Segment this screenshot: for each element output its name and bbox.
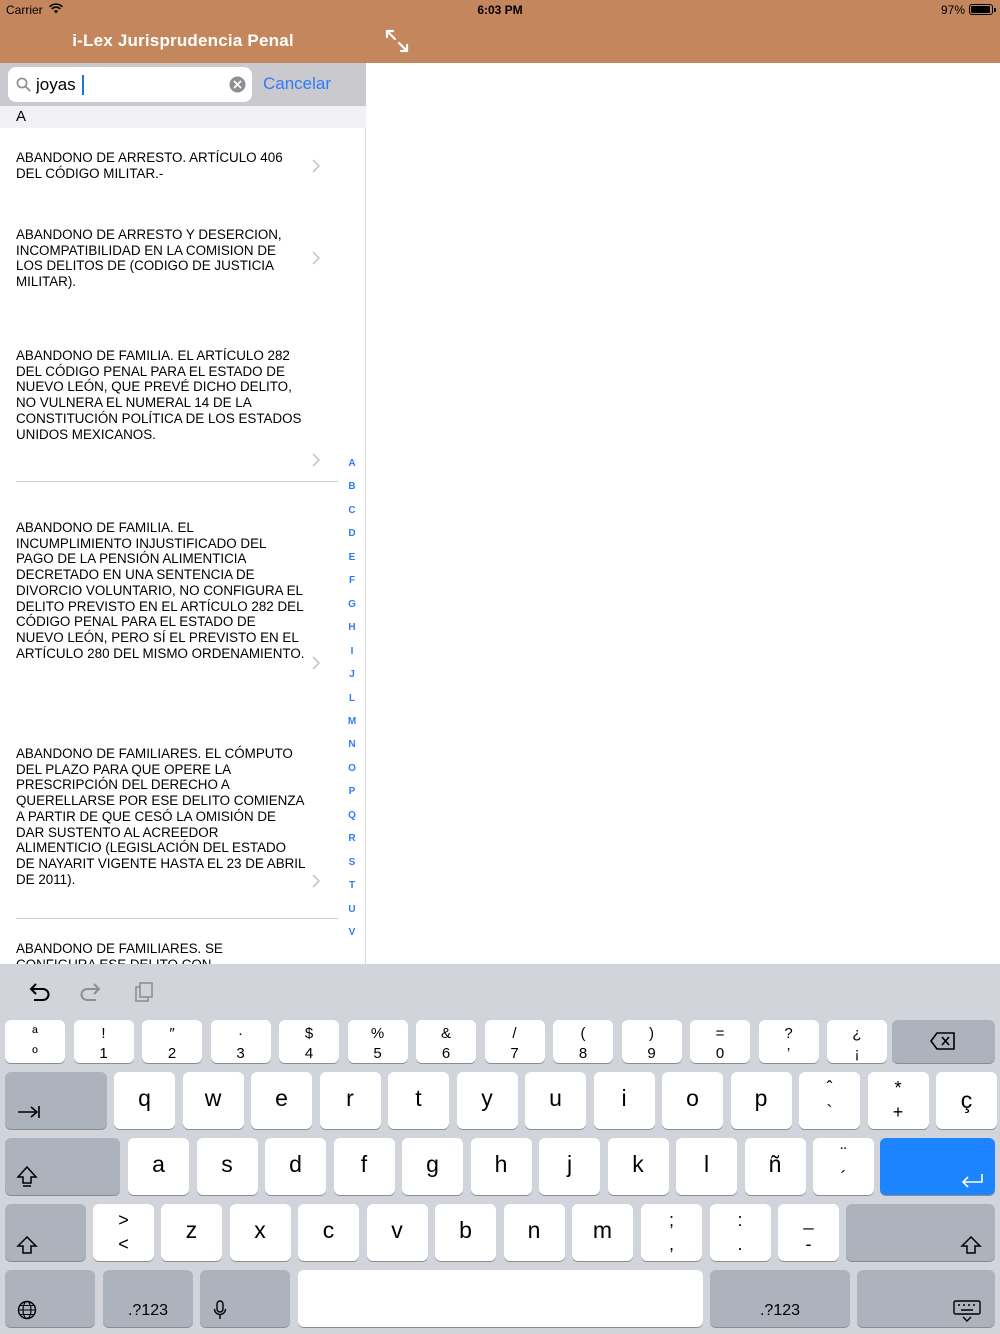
hide-keyboard-icon (953, 1300, 981, 1322)
index-letter-f[interactable]: F (348, 575, 356, 587)
index-letter-o[interactable]: O (348, 762, 356, 774)
key-symbol-bottom: - (805, 1234, 812, 1254)
key-p[interactable] (731, 1072, 792, 1129)
key-t[interactable] (388, 1072, 449, 1129)
shift-key-left[interactable] (5, 1204, 86, 1261)
key-label: j (566, 1151, 573, 1177)
redo-icon[interactable] (78, 980, 104, 1004)
key-r[interactable] (320, 1072, 381, 1129)
space-bar[interactable] (298, 1270, 703, 1327)
index-letter-d[interactable]: D (348, 528, 356, 540)
key-symbol: ! (101, 1025, 106, 1042)
key-number: ’ (786, 1045, 791, 1062)
key-4[interactable] (279, 1020, 339, 1063)
key-label: t (415, 1085, 422, 1111)
key-b[interactable] (435, 1204, 496, 1261)
index-letter-e[interactable]: E (348, 551, 356, 563)
key-label: g (426, 1151, 439, 1177)
key-label: ñ (768, 1151, 782, 1177)
index-letter-j[interactable]: J (349, 669, 355, 681)
list-item[interactable] (0, 128, 338, 218)
key-’[interactable] (759, 1020, 819, 1063)
index-letter-v[interactable]: V (348, 927, 356, 938)
index-letter-r[interactable]: R (348, 833, 356, 845)
index-letter-u[interactable]: U (348, 903, 356, 915)
key-h[interactable] (471, 1138, 532, 1195)
key-symbol[interactable] (93, 1204, 154, 1261)
key-k[interactable] (608, 1138, 669, 1195)
key-label: m (592, 1217, 613, 1243)
key-ñ[interactable] (745, 1138, 806, 1195)
key-label: b (459, 1217, 472, 1243)
key-5[interactable] (348, 1020, 408, 1063)
key-n[interactable] (504, 1204, 565, 1261)
key-a[interactable] (128, 1138, 189, 1195)
key-v[interactable] (367, 1204, 428, 1261)
key-label: k (632, 1151, 644, 1177)
numbers-key-right[interactable] (710, 1270, 850, 1327)
list-item-title: ABANDONO DE FAMILIA. EL INCUMPLIMIENTO INJUSTIFICADO DEL PAGO DE LA PENSIÓN ALIMENTICIA DECRETADO EN UNA SENTENCIA DE DIVORCIO VOLUNTARIO, NO CONFIGURA EL DELITO PREVISTO EN EL ARTÍCULO 282 DEL CÓDIGO PENAL PARA EL ESTADO DE NUEVO LEÓN, PERO SÍ EL PREVISTO EN EL ARTÍCULO 280 DEL MISMO ORDENAMIENTO. (16, 520, 305, 661)
key-symbol-bottom: . (737, 1234, 743, 1254)
chevron-right-icon (312, 159, 320, 173)
key-3[interactable] (211, 1020, 271, 1063)
key-number: 8 (578, 1045, 588, 1062)
index-letter-p[interactable]: P (348, 786, 356, 798)
index-letter-n[interactable]: N (348, 739, 356, 751)
index-letter-i[interactable]: I (350, 645, 354, 657)
index-letter-a[interactable]: A (348, 458, 356, 469)
key-label: r (346, 1085, 354, 1111)
tab-icon (17, 1105, 41, 1119)
key-label: x (254, 1217, 266, 1243)
key-j[interactable] (539, 1138, 600, 1195)
key-symbol: $ (304, 1025, 314, 1042)
key-g[interactable] (402, 1138, 463, 1195)
key-z[interactable] (161, 1204, 222, 1261)
index-letter-m[interactable]: M (347, 715, 357, 727)
app-title: i-Lex Jurisprudencia Penal (72, 31, 294, 50)
globe-key[interactable] (5, 1270, 95, 1327)
index-letter-h[interactable]: H (348, 622, 356, 634)
chevron-right-icon (312, 874, 320, 888)
key-9[interactable] (622, 1020, 682, 1063)
key-number: 5 (373, 1045, 382, 1062)
return-key[interactable] (880, 1138, 995, 1195)
key-number: 9 (647, 1045, 656, 1062)
key-number: 7 (510, 1045, 519, 1062)
carrier-label: Carrier (6, 3, 43, 17)
key-w[interactable] (183, 1072, 244, 1129)
list-item[interactable] (0, 338, 338, 498)
key-symbol-bottom: < (118, 1234, 129, 1254)
key-symbol[interactable] (868, 1072, 929, 1129)
search-bar (0, 63, 366, 106)
master-panel (0, 63, 366, 964)
key-label: w (204, 1085, 222, 1111)
key-label: q (138, 1085, 151, 1111)
list-item[interactable] (0, 482, 338, 707)
key-symbol[interactable] (710, 1204, 771, 1261)
expand-arrows-icon[interactable] (384, 28, 410, 54)
key-number: 0 (715, 1045, 725, 1062)
chevron-right-icon (312, 453, 320, 467)
key-label: z (185, 1217, 198, 1243)
key-label: c (322, 1217, 335, 1243)
key-c[interactable] (298, 1204, 359, 1261)
shift-icon (961, 1236, 981, 1254)
index-letter-c[interactable]: C (348, 504, 356, 516)
key-symbol-bottom: , (668, 1234, 674, 1254)
key-symbol: ) (649, 1025, 654, 1042)
key-1[interactable] (74, 1020, 134, 1063)
chevron-right-icon (312, 251, 320, 265)
key-label: .?123 (127, 1302, 169, 1319)
key-label: p (754, 1085, 768, 1111)
key-symbol: ¿ (852, 1025, 862, 1042)
key-2[interactable] (142, 1020, 202, 1063)
key-0[interactable] (690, 1020, 750, 1063)
clear-search-icon[interactable] (229, 76, 246, 93)
key-symbol-top: ; (668, 1210, 674, 1230)
key-symbol-top: * (894, 1078, 902, 1098)
key-symbol-bottom: ç (960, 1087, 973, 1113)
key-symbol[interactable] (641, 1204, 702, 1261)
dictation-key[interactable] (200, 1270, 290, 1327)
key-symbol[interactable] (813, 1138, 874, 1195)
battery-percentage: 97% (941, 3, 966, 17)
key-label: a (152, 1151, 165, 1177)
key-e[interactable] (251, 1072, 312, 1129)
chevron-right-icon (312, 656, 320, 670)
key-number: 6 (441, 1045, 451, 1062)
key-label: u (549, 1085, 562, 1111)
key-number: 4 (304, 1045, 314, 1062)
microphone-icon (213, 1300, 227, 1320)
key-y[interactable] (457, 1072, 518, 1129)
key-symbol: · (238, 1025, 243, 1042)
return-icon (960, 1173, 984, 1189)
key-q[interactable] (114, 1072, 175, 1129)
undo-icon[interactable] (26, 980, 52, 1004)
caps-lock-key[interactable] (5, 1138, 120, 1195)
key-symbol: = (715, 1025, 725, 1042)
key-symbol: ″ (169, 1025, 175, 1042)
list-item-title: ABANDONO DE FAMILIARES. EL CÓMPUTO DEL PLAZO PARA QUE OPERE LA PRESCRIPCIÓN DEL DERECHO A QUERELLARSE POR ESE DELITO COMIENZA A PARTIR DE QUE CESÓ LA OMISIÓN DE DAR SUSTENTO AL ACREEDOR ALIMENTICIO (LEGISLACIÓN DEL ESTADO DE NAYARIT VIGENTE HASTA EL 23 DE ABRIL DE 2011). (16, 746, 305, 887)
list-item[interactable] (0, 218, 338, 338)
navigation-bar (0, 0, 1000, 63)
key-symbol: ( (580, 1025, 586, 1042)
key-l[interactable] (676, 1138, 737, 1195)
key-symbol-bottom: + (892, 1102, 904, 1122)
key-s[interactable] (197, 1138, 258, 1195)
key-f[interactable] (334, 1138, 395, 1195)
index-letter-q[interactable]: Q (348, 809, 356, 821)
key-d[interactable] (265, 1138, 326, 1195)
globe-icon (17, 1300, 37, 1320)
list-item-title: ABANDONO DE ARRESTO Y DESERCION, INCOMPATIBILIDAD EN LA COMISION DE LOS DELITOS DE (CODIGO DE JUSTICIA MILITAR). (16, 227, 282, 290)
key-label: d (289, 1151, 302, 1177)
hide-keyboard-key[interactable] (857, 1270, 995, 1327)
key-label: y (481, 1085, 493, 1111)
key-symbol[interactable] (799, 1072, 860, 1129)
list-item-title: ABANDONO DE FAMILIA. EL ARTÍCULO 282 DEL CÓDIGO PENAL PARA EL ESTADO DE NUEVO LEÓN, QUE PREVÉ DICHO DELITO, NO VULNERA EL NUMERAL 14 DE LA CONSTITUCIÓN POLÍTICA DE LOS ESTADOS UNIDOS MEXICANOS. (16, 348, 302, 442)
index-letter-s[interactable]: S (348, 856, 356, 868)
text-cursor (82, 75, 84, 95)
key-symbol-top: ¨ (840, 1144, 847, 1164)
delete-icon (930, 1032, 956, 1050)
key-i[interactable] (594, 1072, 655, 1129)
key-label: e (275, 1085, 288, 1111)
key-symbol-top: : (737, 1210, 743, 1230)
key-label: i (621, 1085, 627, 1111)
tab-key[interactable] (5, 1072, 107, 1129)
key-symbol-bottom: ´ (840, 1168, 847, 1188)
index-letter-g[interactable]: G (348, 598, 356, 610)
battery-icon (969, 4, 993, 15)
cancel-button[interactable]: Cancelar (263, 74, 332, 93)
key-number: 2 (167, 1045, 177, 1062)
search-field[interactable] (8, 67, 252, 102)
key-label: h (494, 1151, 508, 1177)
key-symbol: ? (784, 1025, 793, 1042)
index-letter-b[interactable]: B (348, 481, 356, 493)
numbers-key-left[interactable] (103, 1270, 193, 1327)
index-letter-l[interactable]: L (348, 692, 356, 704)
key-symbol[interactable] (778, 1204, 839, 1261)
key-u[interactable] (525, 1072, 586, 1129)
status-time: 6:03 PM (477, 3, 523, 17)
key-number: º (32, 1045, 38, 1062)
search-icon (16, 77, 31, 92)
key-symbol[interactable] (936, 1072, 997, 1129)
key-symbol-top: ˆ (826, 1078, 833, 1098)
list-item[interactable] (0, 707, 338, 917)
key-m[interactable] (572, 1204, 633, 1261)
key-label: .?123 (759, 1302, 801, 1319)
key-symbol: & (440, 1025, 451, 1042)
key-symbol: / (512, 1025, 517, 1042)
key-x[interactable] (230, 1204, 291, 1261)
key-number: 1 (99, 1045, 108, 1062)
section-header-a: A (0, 106, 366, 128)
key-6[interactable] (416, 1020, 476, 1063)
paste-icon[interactable] (132, 980, 158, 1004)
key-number: ¡ (854, 1045, 860, 1062)
key-8[interactable] (553, 1020, 613, 1063)
list-item-title: ABANDONO DE FAMILIARES. SE (16, 941, 223, 956)
key-symbol: % (370, 1025, 385, 1042)
index-letter-t[interactable]: T (348, 880, 356, 892)
key-label: n (527, 1217, 541, 1243)
list-item-title: ABANDONO DE ARRESTO. ARTÍCULO 406 DEL CÓDIGO MILITAR.- (16, 150, 283, 181)
key-number: 3 (236, 1045, 245, 1062)
key-symbol-top: _ (803, 1210, 814, 1230)
shift-key-right[interactable] (846, 1204, 995, 1261)
key-º[interactable] (5, 1020, 65, 1063)
key-label: o (686, 1085, 699, 1111)
search-input[interactable] (36, 67, 226, 102)
key-label: s (221, 1151, 233, 1177)
key-¡[interactable] (827, 1020, 887, 1063)
shift-icon (17, 1236, 37, 1254)
key-symbol: ª (32, 1025, 38, 1042)
shift-icon (17, 1166, 37, 1188)
key-symbol-bottom: ` (826, 1102, 833, 1122)
key-o[interactable] (662, 1072, 723, 1129)
delete-button[interactable] (892, 1020, 995, 1063)
key-label: l (703, 1151, 710, 1177)
on-screen-keyboard (0, 964, 1000, 1334)
key-7[interactable] (485, 1020, 545, 1063)
key-symbol-top: > (118, 1210, 129, 1230)
key-label: v (391, 1217, 403, 1243)
key-label: f (360, 1151, 368, 1177)
